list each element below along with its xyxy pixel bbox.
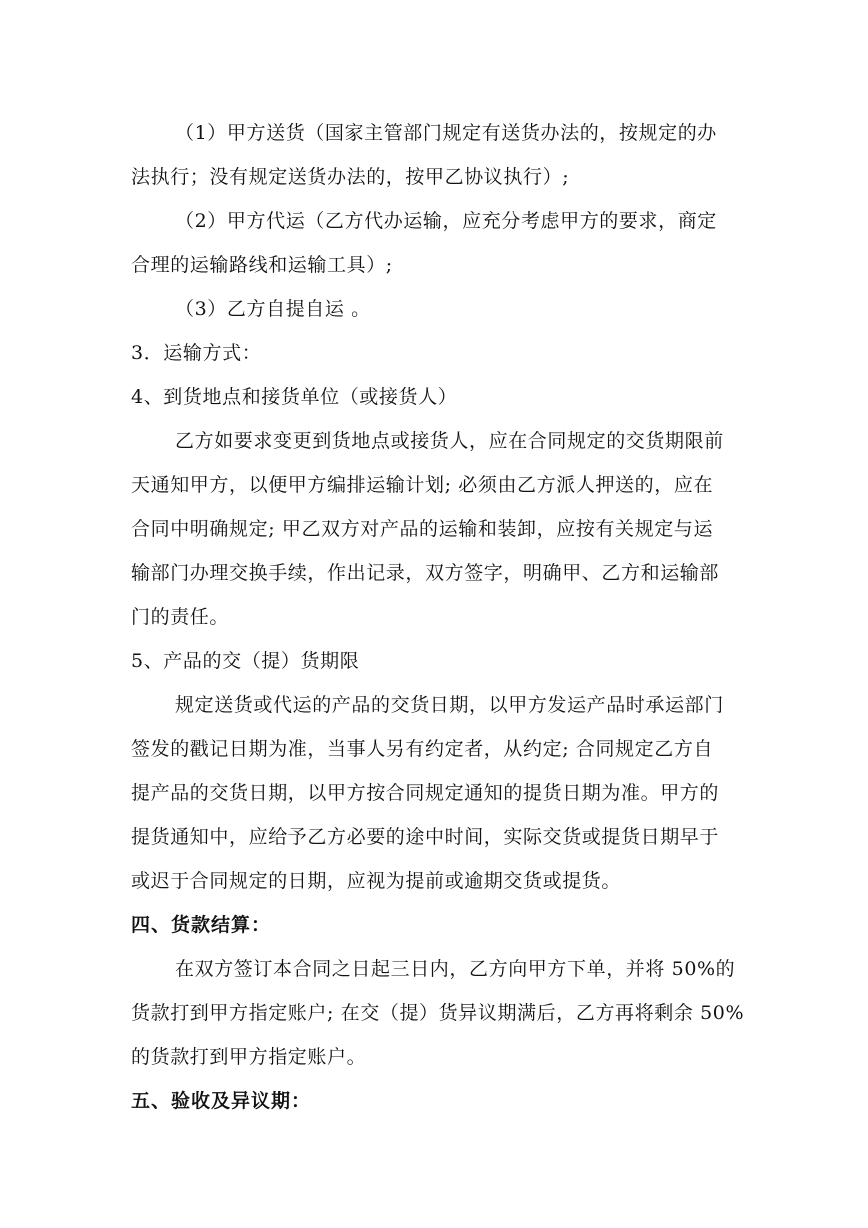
paragraph-line: （2）甲方代运（乙方代办运输，应充分考虑甲方的要求，商定 xyxy=(175,210,717,232)
paragraph-line: 或迟于合同规定的日期，应视为提前或逾期交货或提货。 xyxy=(131,870,622,892)
paragraph-line: 合理的运输路线和运输工具）; xyxy=(131,254,393,276)
section-heading-bold: 五、验收及异议期： xyxy=(131,1090,312,1112)
paragraph-line: 门的责任。 xyxy=(131,606,230,628)
paragraph-line: 签发的戳记日期为准，当事人另有约定者，从约定; 合同规定乙方自 xyxy=(131,738,714,760)
paragraph-line: 提产品的交货日期，以甲方按合同规定通知的提货日期为准。甲方的 xyxy=(131,782,720,804)
paragraph-line: 合同中明确规定; 甲乙双方对产品的运输和装卸，应按有关规定与运 xyxy=(131,518,714,540)
section-heading: 5、产品的交（提）货期限 xyxy=(131,650,360,672)
paragraph-line: 货款打到甲方指定账户; 在交（提）货异议期满后，乙方再将剩余 50% xyxy=(131,1002,745,1024)
paragraph-line: （1）甲方送货（国家主管部门规定有送货办法的，按规定的办 xyxy=(175,122,717,144)
section-heading: 4、到货地点和接货单位（或接货人） xyxy=(131,386,458,408)
paragraph-line: （3）乙方自提自运 。 xyxy=(175,298,371,320)
paragraph-line: 的货款打到甲方指定账户。 xyxy=(131,1046,367,1068)
paragraph-line: 在双方签订本合同之日起三日内，乙方向甲方下单，并将 50%的 xyxy=(175,958,736,980)
paragraph-line: 法执行；没有规定送货办法的，按甲乙协议执行）; xyxy=(131,166,570,188)
paragraph-line: 输部门办理交换手续，作出记录，双方签字，明确甲、乙方和运输部 xyxy=(131,562,720,584)
section-heading: 3．运输方式： xyxy=(131,342,262,364)
section-heading-bold: 四、货款结算： xyxy=(131,914,272,936)
paragraph-line: 提货通知中，应给予乙方必要的途中时间，实际交货或提货日期早于 xyxy=(131,826,720,848)
paragraph-line: 乙方如要求变更到货地点或接货人，应在合同规定的交货期限前 xyxy=(175,430,724,452)
paragraph-line: 天通知甲方，以便甲方编排运输计划; 必须由乙方派人押送的，应在 xyxy=(131,474,714,496)
paragraph-line: 规定送货或代运的产品的交货日期，以甲方发运产品时承运部门 xyxy=(175,694,724,716)
